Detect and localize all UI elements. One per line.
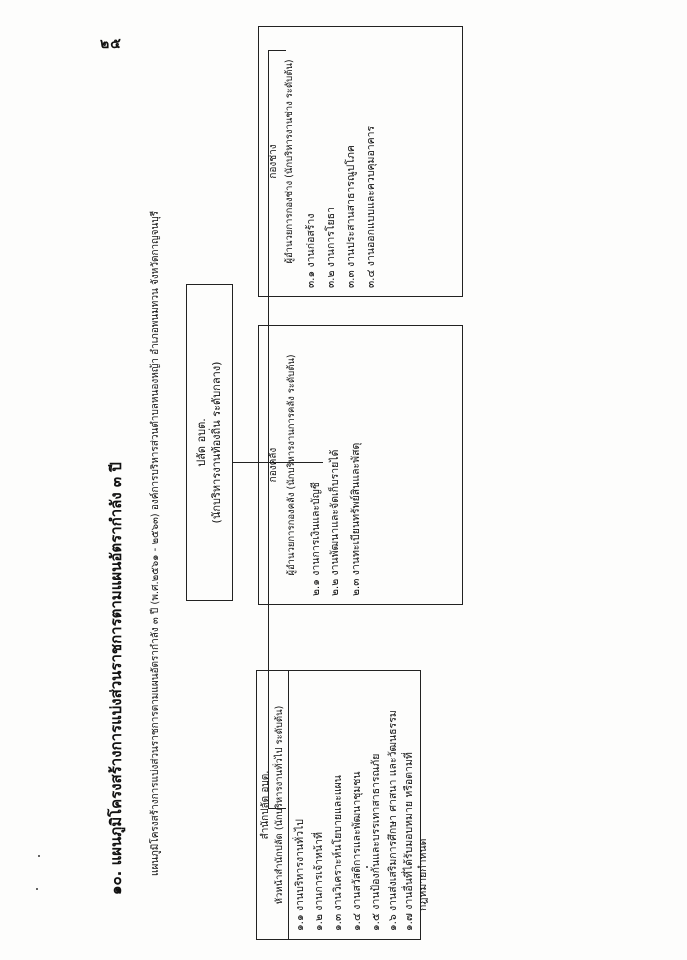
- unit-item: ๑.๖ งานส่งเสริมการศึกษา ศาสนา และวัฒนธรรม: [387, 710, 399, 931]
- unit-item: ๑.๓ งานวิเคราะห์นโยบายและแผน: [332, 775, 344, 931]
- unit-item: ๑.๗ งานอื่นที่ได้รับมอบหมาย หรือตามที่: [403, 752, 415, 931]
- chart-heading: ๑๐. แผนภูมิโครงสร้างการแบ่งส่วนราชการตามแผนอัตรากำลัง ๓ ปี: [107, 462, 125, 895]
- unit-item: กฎหมายกำหนด: [417, 838, 429, 911]
- unit-title: สำนักปลัด อบต.: [260, 770, 271, 840]
- unit-box-engineering: [258, 26, 463, 297]
- unit-divider: [288, 671, 289, 939]
- unit-box-finance: [258, 325, 463, 605]
- unit-head: ผู้อำนวยการกองคลัง (นักบริหารงานการคลัง ระดับต้น): [286, 354, 297, 576]
- unit-item: ๓.๒ งานการโยธา: [325, 207, 337, 288]
- unit-item: ๓.๓ งานประสานสาธารณูปโภค: [345, 145, 357, 288]
- unit-item: ๓.๔ งานออกแบบและควบคุมอาคาร: [365, 125, 377, 288]
- unit-item: ๓.๑ งานก่อสร้าง: [305, 213, 317, 288]
- unit-item: ๑.๒ งานการเจ้าหน้าที่: [313, 832, 325, 931]
- unit-item: ๒.๑ งานการเงินและบัญชี: [310, 482, 322, 596]
- unit-box-office: [256, 670, 429, 940]
- unit-item: ๑.๕ งานป้องกันและบรรเทาสาธารณภัย: [370, 753, 382, 931]
- chart-subheading: แผนภูมิโครงสร้างการแบ่งส่วนราชการตามแผนอัตรากำลัง ๓ ปี (พ.ศ.๒๕๖๑ - ๒๕๖๓) องค์การบริหารส่วนตำบลหนองหญ้า อำเภอพนมทวน จังหวัดกาญจนบุรี: [150, 210, 161, 876]
- chief-title: ปลัด อบต.: [195, 418, 208, 467]
- unit-item: ๒.๒ งานพัฒนาและจัดเก็บรายได้: [329, 449, 341, 596]
- unit-title: กองคลัง: [268, 447, 279, 483]
- unit-item: ๒.๓ งานทะเบียนทรัพย์สินและพัสดุ: [350, 442, 362, 596]
- unit-head: หัวหน้าสำนักปลัด (นักบริหารงานทั่วไป ระดับต้น): [274, 705, 285, 905]
- unit-head: ผู้อำนวยการกองช่าง (นักบริหารงานช่าง ระดับต้น): [284, 59, 295, 264]
- chief-subtitle: (นักบริหารงานท้องถิ่น ระดับกลาง): [210, 361, 223, 524]
- chief-box: [186, 284, 233, 601]
- unit-item: ๑.๑ งานบริหารงานทั่วไป: [294, 819, 306, 931]
- unit-title: กองช่าง: [268, 144, 279, 179]
- unit-item: ๑.๔ งานสวัสดิการและพัฒนาชุมชน: [351, 771, 363, 931]
- page-number: ๒๕: [100, 36, 122, 52]
